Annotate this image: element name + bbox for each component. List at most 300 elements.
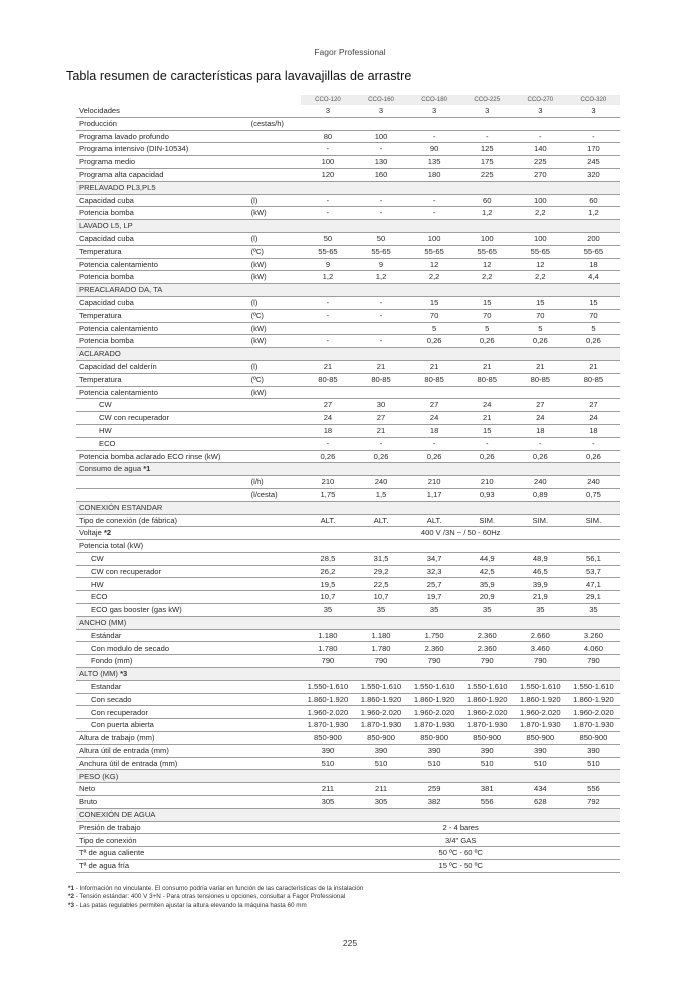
row-label: PRELAVADO PL3,PL5 [76, 181, 620, 194]
section-row [76, 463, 620, 476]
row-label: CONEXIÓN DE AGUA [76, 808, 620, 821]
row-value: 510 [408, 757, 461, 770]
row-value: 44,9 [461, 552, 514, 565]
row-label: Potencia bomba aclarado ECO rinse (kW) [76, 450, 251, 463]
row-value: 50 [354, 232, 407, 245]
table-row [76, 552, 620, 565]
row-value: 180 [408, 168, 461, 181]
row-value: 15 [567, 296, 620, 309]
row-label: Con recuperador [76, 706, 251, 719]
row-unit [251, 565, 302, 578]
row-value: 35 [567, 604, 620, 617]
row-label: PREACLARADO DA, TA [76, 284, 620, 297]
row-value: 70 [567, 309, 620, 322]
row-value [408, 386, 461, 399]
row-value: 100 [354, 130, 407, 143]
row-value: 792 [567, 796, 620, 809]
row-value: 100 [514, 194, 567, 207]
row-value: 5 [514, 322, 567, 335]
table-row [76, 373, 620, 386]
row-label: Potencia calentamiento [76, 386, 251, 399]
row-label: Estandar [76, 680, 251, 693]
row-value: 305 [301, 796, 354, 809]
row-value: - [461, 130, 514, 143]
row-label: CONEXIÓN ESTANDAR [76, 501, 620, 514]
row-label: Con modulo de secado [76, 642, 251, 655]
row-label: Velocidades [76, 105, 251, 117]
row-label [76, 476, 251, 489]
row-label: ANCHO (MM) [76, 616, 620, 629]
row-label: Temperatura [76, 373, 251, 386]
row-value: 31,5 [354, 552, 407, 565]
row-value: 21 [301, 360, 354, 373]
row-value: 10,7 [354, 591, 407, 604]
row-value: 9 [354, 258, 407, 271]
row-label: HW [76, 578, 251, 591]
row-unit [251, 860, 302, 873]
row-label [76, 668, 620, 681]
row-unit [251, 552, 302, 565]
row-value: 1.550-1.610 [408, 680, 461, 693]
row-value: 0,26 [461, 450, 514, 463]
row-unit: (kW) [251, 335, 302, 348]
row-label: Temperatura [76, 245, 251, 258]
section-row [76, 220, 620, 233]
row-label: Tª de agua fría [76, 860, 251, 873]
row-value: 55-65 [354, 245, 407, 258]
table-row [76, 322, 620, 335]
row-unit: (ºC) [251, 245, 302, 258]
row-value: 320 [567, 168, 620, 181]
row-value [461, 117, 514, 130]
row-value: 1,2 [301, 271, 354, 284]
row-value: 15 [461, 296, 514, 309]
row-label: Programa lavado profundo [76, 130, 251, 143]
row-value: - [301, 309, 354, 322]
row-label: Programa intensivo (DIN-10534) [76, 143, 251, 156]
row-label: ECO [76, 591, 251, 604]
row-value: 50 [301, 232, 354, 245]
row-value: 1.960-2.020 [461, 706, 514, 719]
row-label: Con secado [76, 693, 251, 706]
model-header: CCO-225 [461, 95, 514, 105]
row-value: 1.860-1.920 [461, 693, 514, 706]
row-label: CW con recuperador [76, 565, 251, 578]
footnote-text: - Tensión estándar: 400 V 3+N - Para otras tensiones u opciones, consultar a Fagor Professional [73, 893, 346, 901]
row-unit [251, 450, 302, 463]
table-row [76, 578, 620, 591]
table-row [76, 680, 620, 693]
table-row [76, 642, 620, 655]
row-label: Potencia bomba [76, 207, 251, 220]
row-value: 790 [408, 655, 461, 668]
row-value: 48,9 [514, 552, 567, 565]
row-value: 55-65 [408, 245, 461, 258]
row-value: 270 [514, 168, 567, 181]
section-row [76, 501, 620, 514]
row-value: 9 [301, 258, 354, 271]
row-value: 1.550-1.610 [301, 680, 354, 693]
row-value: 55-65 [301, 245, 354, 258]
table-row [76, 834, 620, 847]
row-value: 1.960-2.020 [408, 706, 461, 719]
row-value: 46,5 [514, 565, 567, 578]
row-value: 25,7 [408, 578, 461, 591]
row-value: - [567, 130, 620, 143]
row-value: 140 [514, 143, 567, 156]
table-row [76, 693, 620, 706]
row-value-span: 2 - 4 bares [301, 821, 620, 834]
row-value [461, 540, 514, 553]
row-value: SIM. [514, 514, 567, 527]
row-value: - [461, 437, 514, 450]
table-row [76, 604, 620, 617]
table-row [76, 655, 620, 668]
row-value-span: 15 ºC - 50 ºC [301, 860, 620, 873]
row-value: 790 [567, 655, 620, 668]
row-value: 27 [567, 399, 620, 412]
row-value: - [354, 143, 407, 156]
row-value: 35,9 [461, 578, 514, 591]
row-value: - [354, 207, 407, 220]
row-value-span: 50 ºC - 60 ºC [301, 847, 620, 860]
footnote-mark: *1 [143, 464, 151, 474]
table-row [76, 156, 620, 169]
row-unit [251, 156, 302, 169]
row-value: 3 [514, 105, 567, 117]
row-value: 39,9 [514, 578, 567, 591]
row-unit: (l) [251, 360, 302, 373]
row-value: 259 [408, 783, 461, 796]
row-value: 1.550-1.610 [461, 680, 514, 693]
table-header-row [76, 95, 620, 105]
row-unit [251, 706, 302, 719]
row-value: 210 [461, 476, 514, 489]
row-value: 2,2 [461, 271, 514, 284]
row-value: 245 [567, 156, 620, 169]
model-header: CCO-120 [301, 95, 354, 105]
footnote-line [68, 902, 363, 910]
row-value: 18 [301, 424, 354, 437]
row-value [567, 540, 620, 553]
row-value: 556 [461, 796, 514, 809]
row-label: Potencia calentamiento [76, 322, 251, 335]
table-row [76, 437, 620, 450]
row-value: 100 [461, 232, 514, 245]
section-row [76, 668, 620, 681]
row-value [408, 117, 461, 130]
section-row [76, 348, 620, 361]
row-value: 70 [461, 309, 514, 322]
row-value: 1.550-1.610 [514, 680, 567, 693]
row-value: 1.870-1.930 [514, 719, 567, 732]
row-value: - [408, 207, 461, 220]
row-label: CW [76, 552, 251, 565]
row-value: 2,2 [514, 207, 567, 220]
row-value: 21 [461, 412, 514, 425]
row-label: Con puerta abierta [76, 719, 251, 732]
row-value: ALT. [301, 514, 354, 527]
row-value [514, 117, 567, 130]
row-value: 80-85 [514, 373, 567, 386]
table-row [76, 527, 620, 540]
row-label: Temperatura [76, 309, 251, 322]
row-value: 628 [514, 796, 567, 809]
row-value: 1.550-1.610 [567, 680, 620, 693]
row-unit [251, 680, 302, 693]
row-unit: (l) [251, 296, 302, 309]
row-value: 35 [408, 604, 461, 617]
row-value: 18 [514, 424, 567, 437]
row-label: Programa alta capacidad [76, 168, 251, 181]
row-value: 200 [567, 232, 620, 245]
row-label-text: Voltaje [79, 528, 102, 538]
table-row [76, 117, 620, 130]
row-value: 0,75 [567, 488, 620, 501]
row-value: 21 [567, 360, 620, 373]
model-header: CCO-180 [408, 95, 461, 105]
row-value: 3 [354, 105, 407, 117]
row-unit [251, 732, 302, 745]
row-value: 790 [514, 655, 567, 668]
row-unit: (kW) [251, 207, 302, 220]
section-row [76, 770, 620, 783]
row-value: 0,26 [461, 335, 514, 348]
table-row [76, 450, 620, 463]
row-unit: (l/cesta) [251, 488, 302, 501]
row-label: Estándar [76, 629, 251, 642]
row-value: 12 [461, 258, 514, 271]
row-value: 70 [408, 309, 461, 322]
table-row [76, 258, 620, 271]
row-label: PESO (KG) [76, 770, 620, 783]
row-value: 160 [354, 168, 407, 181]
table-row [76, 386, 620, 399]
table-row [76, 847, 620, 860]
row-value: 790 [301, 655, 354, 668]
row-unit: (l) [251, 194, 302, 207]
row-unit: (kW) [251, 258, 302, 271]
row-value: 22,5 [354, 578, 407, 591]
row-value: 510 [567, 757, 620, 770]
row-label: Capacidad cuba [76, 296, 251, 309]
row-value: 29,1 [567, 591, 620, 604]
row-label: Tª de agua caliente [76, 847, 251, 860]
row-unit: (kW) [251, 322, 302, 335]
footnote-mark: *1 [68, 885, 74, 892]
row-unit: (ºC) [251, 373, 302, 386]
row-value: - [354, 309, 407, 322]
row-value [301, 540, 354, 553]
table-row [76, 565, 620, 578]
row-unit [251, 424, 302, 437]
row-unit: (l/h) [251, 476, 302, 489]
row-value: 3 [408, 105, 461, 117]
row-value: 2,2 [408, 271, 461, 284]
table-row [76, 424, 620, 437]
row-value: 4,4 [567, 271, 620, 284]
row-value [354, 386, 407, 399]
table-row [76, 245, 620, 258]
row-value: 34,7 [408, 552, 461, 565]
row-label: Potencia total (kW) [76, 540, 251, 553]
row-value: 240 [354, 476, 407, 489]
row-label: Tipo de conexión (de fábrica) [76, 514, 251, 527]
row-value [301, 386, 354, 399]
row-value: 27 [514, 399, 567, 412]
row-value [301, 117, 354, 130]
row-value: 32,3 [408, 565, 461, 578]
row-label: Presión de trabajo [76, 821, 251, 834]
footnote-line [68, 885, 363, 893]
row-value: 27 [408, 399, 461, 412]
row-value: 80-85 [567, 373, 620, 386]
row-value: 0,26 [408, 335, 461, 348]
row-label: Anchura útil de entrada (mm) [76, 757, 251, 770]
row-value-span: 3/4" GAS [301, 834, 620, 847]
row-value: - [354, 296, 407, 309]
table-row [76, 105, 620, 117]
row-label: Potencia calentamiento [76, 258, 251, 271]
row-value: 80-85 [301, 373, 354, 386]
row-value: 26,2 [301, 565, 354, 578]
row-value: 30 [354, 399, 407, 412]
table-row [76, 412, 620, 425]
row-value: 35 [354, 604, 407, 617]
row-value: 382 [408, 796, 461, 809]
row-unit [251, 578, 302, 591]
page-number: 225 [342, 938, 358, 948]
row-value: 0,26 [567, 450, 620, 463]
row-value: 120 [301, 168, 354, 181]
row-value-span: 400 V /3N ~ / 50 - 60Hz [301, 527, 620, 540]
row-value: - [408, 437, 461, 450]
row-value: 1.750 [408, 629, 461, 642]
row-value: 12 [408, 258, 461, 271]
table-row [76, 796, 620, 809]
row-value: 211 [301, 783, 354, 796]
row-unit [251, 834, 302, 847]
row-value: 1.960-2.020 [354, 706, 407, 719]
row-value: 3 [301, 105, 354, 117]
row-value: - [514, 437, 567, 450]
row-value: 4.060 [567, 642, 620, 655]
row-label: Programa medio [76, 156, 251, 169]
row-value: 510 [301, 757, 354, 770]
row-value: 29,2 [354, 565, 407, 578]
row-value: 1,2 [354, 271, 407, 284]
footnote-mark: *3 [68, 901, 74, 909]
row-value: 0,26 [354, 450, 407, 463]
table-row [76, 488, 620, 501]
row-label: CW con recuperador [76, 412, 251, 425]
row-value: 100 [514, 232, 567, 245]
table-row [76, 360, 620, 373]
row-value [354, 322, 407, 335]
section-row [76, 181, 620, 194]
row-value: 21,9 [514, 591, 567, 604]
row-value: 1.960-2.020 [567, 706, 620, 719]
row-value: 0,26 [514, 335, 567, 348]
row-unit: (l) [251, 232, 302, 245]
table-row [76, 168, 620, 181]
row-value: 1.860-1.920 [354, 693, 407, 706]
row-value: 56,1 [567, 552, 620, 565]
row-value: 19,7 [408, 591, 461, 604]
row-value: 21 [461, 360, 514, 373]
row-value: 24 [567, 412, 620, 425]
row-value: ALT. [354, 514, 407, 527]
table-row [76, 476, 620, 489]
row-value: 24 [461, 399, 514, 412]
row-value: 27 [301, 399, 354, 412]
row-value: 3 [567, 105, 620, 117]
row-unit [251, 719, 302, 732]
row-value: 0,26 [408, 450, 461, 463]
row-label: CW [76, 399, 251, 412]
row-value: 27 [354, 412, 407, 425]
table-row [76, 744, 620, 757]
row-value: 1.180 [301, 629, 354, 642]
row-value: 390 [567, 744, 620, 757]
row-label: Neto [76, 783, 251, 796]
row-label [76, 488, 251, 501]
row-unit [251, 540, 302, 553]
row-value: 21 [354, 424, 407, 437]
row-value: - [301, 194, 354, 207]
row-value: 1.860-1.920 [567, 693, 620, 706]
row-value: 381 [461, 783, 514, 796]
row-value: 1,2 [461, 207, 514, 220]
row-value: 19,5 [301, 578, 354, 591]
row-value: - [514, 130, 567, 143]
row-value: 55-65 [461, 245, 514, 258]
row-value: 53,7 [567, 565, 620, 578]
section-row [76, 284, 620, 297]
row-value: 55-65 [567, 245, 620, 258]
row-label: ACLARADO [76, 348, 620, 361]
row-value: 240 [514, 476, 567, 489]
row-value: - [354, 437, 407, 450]
row-label: Tipo de conexión [76, 834, 251, 847]
row-value: 3.260 [567, 629, 620, 642]
row-value: 24 [408, 412, 461, 425]
row-unit [251, 527, 302, 540]
row-value: 90 [408, 143, 461, 156]
table-row [76, 309, 620, 322]
row-value: 434 [514, 783, 567, 796]
row-value [461, 386, 514, 399]
table-row [76, 399, 620, 412]
row-label: Fondo (mm) [76, 655, 251, 668]
row-value: - [301, 207, 354, 220]
footnote-mark: *3 [120, 669, 128, 679]
table-row [76, 706, 620, 719]
row-label-text: Consumo de agua [79, 464, 142, 474]
row-value: - [354, 335, 407, 348]
row-value: 20,9 [461, 591, 514, 604]
row-value [567, 386, 620, 399]
row-unit [251, 437, 302, 450]
row-unit [251, 629, 302, 642]
row-value: 24 [301, 412, 354, 425]
row-label: Altura útil de entrada (mm) [76, 744, 251, 757]
row-value: 5 [408, 322, 461, 335]
row-value: 21 [514, 360, 567, 373]
row-value: - [567, 437, 620, 450]
row-value [514, 386, 567, 399]
row-value: 390 [408, 744, 461, 757]
